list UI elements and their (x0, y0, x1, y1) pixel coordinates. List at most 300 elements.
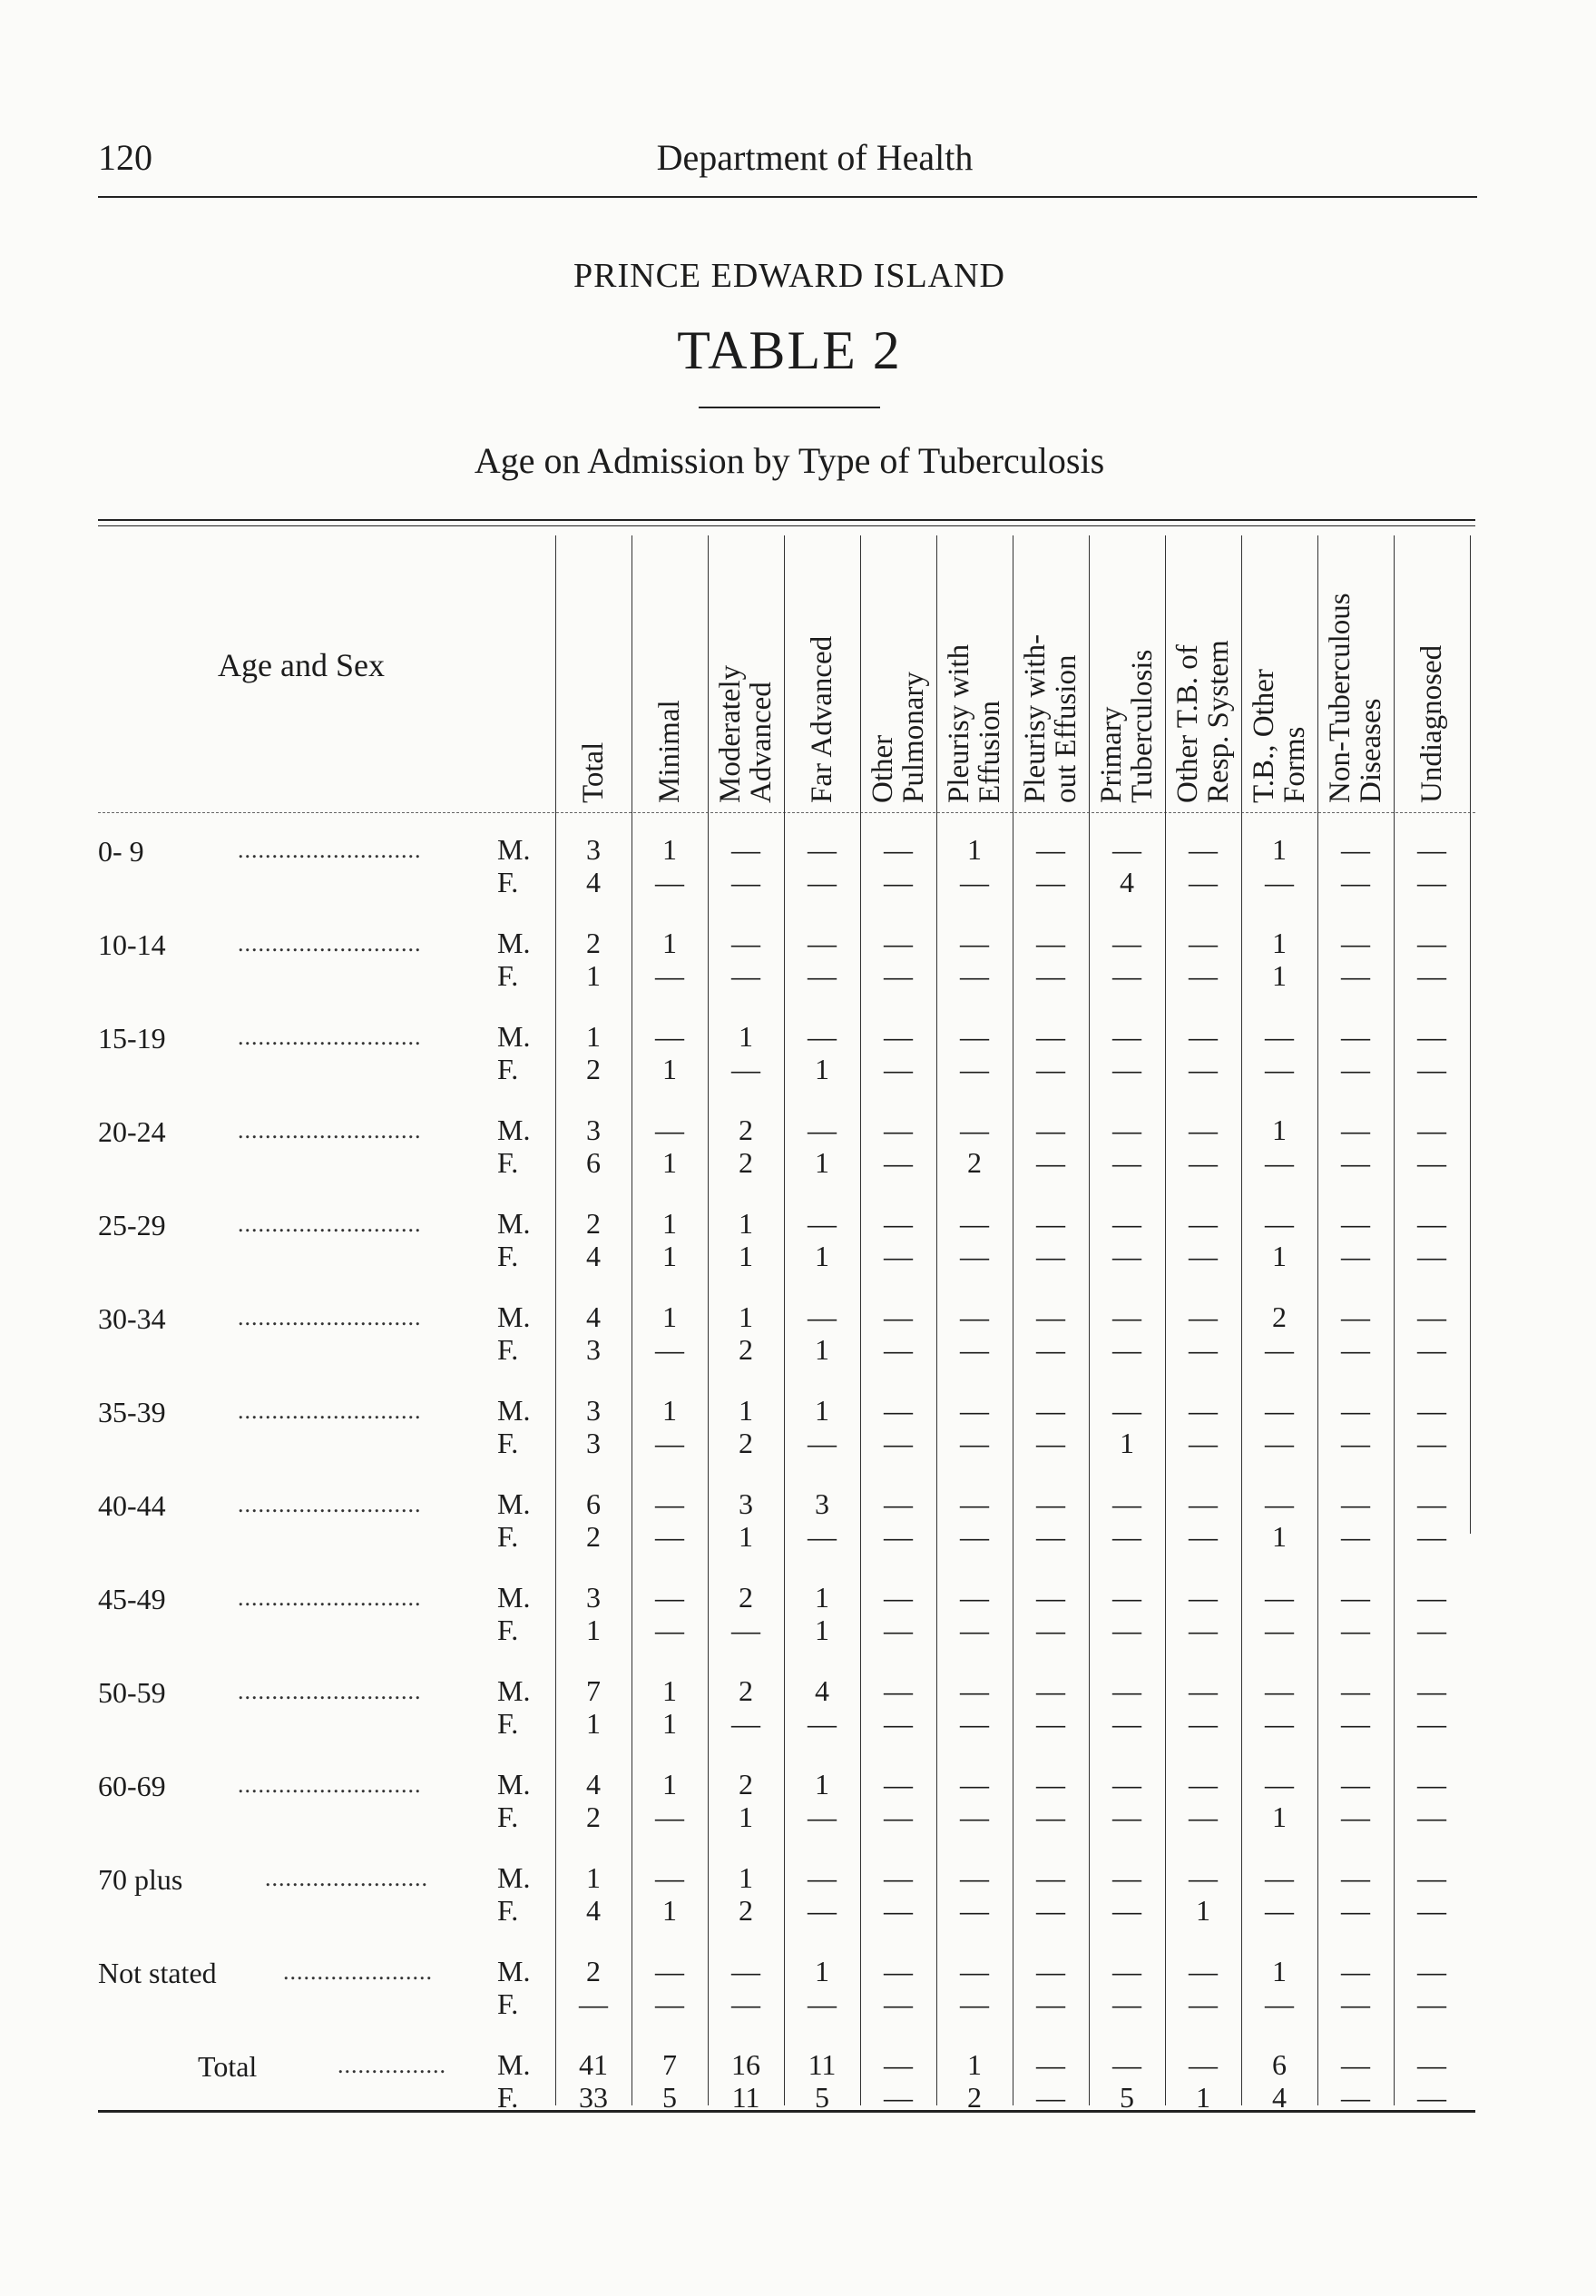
table-cell: — (1112, 1894, 1141, 1927)
table-cell: 4 (586, 1300, 601, 1333)
sex-female-label: F. (497, 1333, 519, 1366)
table-cell: — (1417, 1674, 1446, 1707)
table-cell: — (1036, 1955, 1065, 1987)
column-header-label: Other Pulmonary (867, 672, 930, 803)
header-rule (98, 196, 1477, 198)
table-cell: — (1036, 1894, 1065, 1927)
table-cell: 1 (1196, 1894, 1210, 1927)
table-top-rule-thin (98, 525, 1475, 526)
table-cell: 4 (1120, 866, 1134, 898)
table-cell: — (884, 1861, 913, 1894)
table-cell: — (884, 1614, 913, 1646)
table-cell: — (960, 1707, 989, 1740)
table-cell: — (1189, 1674, 1218, 1707)
table-cell: — (1341, 1768, 1370, 1800)
table-cell: — (1417, 1114, 1446, 1146)
table-cell: — (960, 1487, 989, 1520)
table-cell: — (731, 927, 760, 959)
table-cell: — (960, 1800, 989, 1833)
table-cell: — (960, 1768, 989, 1800)
age-group-label: 70 plus (98, 1863, 183, 1896)
table-cell: — (884, 833, 913, 866)
table-cell: 2 (739, 1427, 753, 1459)
table-cell: — (1189, 959, 1218, 992)
table-cell: 1 (815, 1394, 829, 1427)
table-cell: — (1036, 1674, 1065, 1707)
table-cell: 1 (815, 1955, 829, 1987)
table-cell: — (1112, 959, 1141, 992)
table-cell: — (1036, 1707, 1065, 1740)
table-cell: — (1341, 1240, 1370, 1272)
table-cell: — (655, 1955, 684, 1987)
table-cell: 1 (1272, 1520, 1287, 1553)
table-cell: — (1112, 1955, 1141, 1987)
table-cell: — (1341, 1487, 1370, 1520)
table-cell: 1 (586, 1020, 601, 1053)
column-header (1394, 535, 1470, 812)
table-cell: — (1341, 1146, 1370, 1179)
sex-male-label: M. (497, 1581, 531, 1614)
table-cell: 1 (662, 1394, 677, 1427)
sex-male-label: M. (497, 1020, 531, 1053)
table-cell: — (1341, 1955, 1370, 1987)
page-number: 120 (98, 137, 152, 178)
table-cell: — (1036, 833, 1065, 866)
table-cell: — (1112, 1487, 1141, 1520)
table-cell: — (1417, 1987, 1446, 2020)
table-cell: — (1265, 1707, 1294, 1740)
table-cell: — (1265, 1614, 1294, 1646)
table-cell: — (1189, 1053, 1218, 1085)
table-cell: — (1265, 866, 1294, 898)
table-cell: 1 (1272, 833, 1287, 866)
sex-female-label: F. (497, 1894, 519, 1927)
column-header-label: Pleurisy with Effusion (943, 643, 1006, 803)
column-header-label: Pleurisy with- out Effusion (1019, 633, 1082, 803)
table-cell: 1 (662, 1240, 677, 1272)
table-cell: — (884, 1768, 913, 1800)
table-cell: 6 (1272, 2048, 1287, 2081)
table-cell: 3 (815, 1487, 829, 1520)
table-cell: 1 (586, 1861, 601, 1894)
sex-male-label: M. (497, 1674, 531, 1707)
column-header-label: Non-Tuberculous Diseases (1324, 593, 1387, 803)
sex-male-label: M. (497, 1955, 531, 1987)
leader-dots: ........................... (238, 1117, 422, 1143)
table-cell: — (1417, 1861, 1446, 1894)
sex-female-label: F. (497, 1146, 519, 1179)
table-cell: — (655, 1581, 684, 1614)
leader-dots: ...................... (283, 1958, 433, 1985)
table-cell: — (1341, 1020, 1370, 1053)
table-cell: — (1189, 1487, 1218, 1520)
table-cell: — (1341, 2048, 1370, 2081)
column-header (936, 535, 1013, 812)
table-cell: — (960, 1520, 989, 1553)
table-cell: 1 (815, 1333, 829, 1366)
table-cell: — (1189, 1240, 1218, 1272)
sex-male-label: M. (497, 1300, 531, 1333)
sex-male-label: M. (497, 927, 531, 959)
table-cell: — (1417, 1300, 1446, 1333)
table-cell: — (1341, 1427, 1370, 1459)
table-cell: 1 (1196, 2081, 1210, 2114)
table-cell: — (1112, 1581, 1141, 1614)
table-cell: — (1265, 1768, 1294, 1800)
table-cell: — (960, 1987, 989, 2020)
table-cell: — (1036, 959, 1065, 992)
table-cell: 1 (1272, 1800, 1287, 1833)
table-cell: — (808, 1520, 837, 1553)
age-group-label: 20-24 (98, 1115, 166, 1148)
table-cell: — (1112, 1146, 1141, 1179)
table-cell: — (1417, 1768, 1446, 1800)
table-cell: — (960, 959, 989, 992)
table-cell: — (884, 866, 913, 898)
table-cell: — (1417, 1053, 1446, 1085)
table-cell: — (579, 1987, 608, 2020)
table-cell: — (960, 1894, 989, 1927)
table-cell: — (1417, 1394, 1446, 1427)
table-cell: — (808, 1894, 837, 1927)
column-divider (1470, 535, 1471, 1534)
table-cell: — (808, 1427, 837, 1459)
table-cell: — (1036, 1520, 1065, 1553)
table-cell: — (808, 866, 837, 898)
sex-female-label: F. (497, 1800, 519, 1833)
table-cell: — (960, 1674, 989, 1707)
table-cell: — (1189, 1987, 1218, 2020)
table-cell: 1 (815, 1146, 829, 1179)
table-cell: — (1341, 1207, 1370, 1240)
table-cell: 2 (586, 1955, 601, 1987)
table-cell: 7 (586, 1674, 601, 1707)
table-cell: — (1036, 1800, 1065, 1833)
table-cell: — (884, 1300, 913, 1333)
table-cell: — (960, 1333, 989, 1366)
table-cell: — (884, 1240, 913, 1272)
table-cell: — (1112, 1614, 1141, 1646)
table-cell: 1 (1272, 959, 1287, 992)
table-cell: 2 (739, 1114, 753, 1146)
table-cell: — (1112, 1674, 1141, 1707)
table-cell: 2 (967, 1146, 982, 1179)
leader-dots: ........................... (238, 1024, 422, 1050)
table-cell: 1 (815, 1614, 829, 1646)
table-cell: — (1265, 1987, 1294, 2020)
table-cell: — (1341, 1894, 1370, 1927)
table-cell: 1 (662, 1300, 677, 1333)
table-cell: 2 (586, 927, 601, 959)
table-cell: — (1189, 1800, 1218, 1833)
table-cell: — (1036, 1240, 1065, 1272)
column-header-label: Undiagnosed (1415, 644, 1448, 803)
table-cell: — (1036, 1114, 1065, 1146)
table-cell: 2 (739, 1674, 753, 1707)
table-cell: — (808, 1861, 837, 1894)
table-cell: — (655, 866, 684, 898)
table-cell: — (1189, 1614, 1218, 1646)
table-cell: — (1417, 959, 1446, 992)
table-cell: 3 (586, 1394, 601, 1427)
table-cell: — (1417, 1614, 1446, 1646)
table-cell: — (884, 1114, 913, 1146)
table-cell: — (808, 1207, 837, 1240)
table-cell: 5 (815, 2081, 829, 2114)
table-cell: — (1112, 1020, 1141, 1053)
table-cell: — (1189, 1394, 1218, 1427)
table-cell: 1 (967, 833, 982, 866)
table-cell: — (1036, 1300, 1065, 1333)
table-cell: — (808, 1020, 837, 1053)
table-cell: — (1417, 1955, 1446, 1987)
table-cell: — (808, 1300, 837, 1333)
table-cell: — (884, 1427, 913, 1459)
table-cell: 4 (586, 1240, 601, 1272)
table-cell: — (1417, 1146, 1446, 1179)
table-cell: 1 (662, 1674, 677, 1707)
table-cell: — (1112, 2048, 1141, 2081)
table-cell: — (884, 1020, 913, 1053)
table-cell: — (1341, 1394, 1370, 1427)
table-cell: 2 (586, 1800, 601, 1833)
stub-header: Age and Sex (218, 647, 385, 683)
table-cell: 1 (815, 1581, 829, 1614)
table-cell: — (731, 1707, 760, 1740)
table-cell: — (731, 959, 760, 992)
table-cell: 1 (739, 1394, 753, 1427)
table-cell: — (1112, 927, 1141, 959)
table-cell: — (1417, 1240, 1446, 1272)
table-cell: — (960, 1300, 989, 1333)
table-cell: — (1341, 1581, 1370, 1614)
column-header (1241, 535, 1317, 812)
table-cell: — (1112, 833, 1141, 866)
table-cell: — (731, 1987, 760, 2020)
table-cell: — (655, 1614, 684, 1646)
table-cell: 1 (586, 1614, 601, 1646)
table-cell: — (884, 1674, 913, 1707)
table-cell: — (884, 2081, 913, 2114)
table-cell: 4 (1272, 2081, 1287, 2114)
header-divider (98, 812, 1475, 814)
table-cell: — (1265, 1146, 1294, 1179)
age-group-label: 0- 9 (98, 835, 144, 868)
table-cell: — (884, 927, 913, 959)
table-cell: 1 (739, 1861, 753, 1894)
age-group-label: 25-29 (98, 1209, 166, 1241)
sex-male-label: M. (497, 1861, 531, 1894)
table-cell: — (1417, 1581, 1446, 1614)
sex-female-label: F. (497, 2081, 519, 2114)
table-cell: — (1189, 1955, 1218, 1987)
table-cell: — (1265, 1020, 1294, 1053)
table-cell: — (808, 927, 837, 959)
leader-dots: ........................... (238, 837, 422, 863)
table-cell: — (1112, 1300, 1141, 1333)
table-cell: — (731, 1053, 760, 1085)
table-cell: — (1417, 1707, 1446, 1740)
table-cell: — (1417, 2081, 1446, 2114)
table-cell: — (1265, 1674, 1294, 1707)
region-title: PRINCE EDWARD ISLAND (573, 257, 1005, 295)
table-cell: — (1036, 1487, 1065, 1520)
leader-dots: ........................... (238, 930, 422, 957)
table-cell: 1 (1272, 1114, 1287, 1146)
table-cell: — (1417, 2048, 1446, 2081)
table-cell: — (1189, 866, 1218, 898)
table-cell: — (1112, 1240, 1141, 1272)
table-cell: — (808, 959, 837, 992)
table-cell: — (1189, 1707, 1218, 1740)
table-cell: 3 (586, 1114, 601, 1146)
column-header (1317, 535, 1394, 812)
table-cell: — (655, 1333, 684, 1366)
table-cell: — (960, 1861, 989, 1894)
table-cell: — (1036, 1614, 1065, 1646)
table-cell: — (1265, 1394, 1294, 1427)
table-cell: — (808, 1987, 837, 2020)
table-cell: 11 (808, 2048, 837, 2081)
table-title: TABLE 2 (677, 320, 902, 380)
table-cell: 1 (662, 927, 677, 959)
leader-dots: ........................... (238, 1585, 422, 1611)
column-header-label: Far Advanced (806, 635, 838, 803)
table-cell: — (960, 1020, 989, 1053)
table-cell: 1 (662, 833, 677, 866)
column-header (1165, 535, 1241, 812)
table-cell: — (1341, 1614, 1370, 1646)
table-cell: — (808, 1800, 837, 1833)
table-cell: — (1189, 833, 1218, 866)
table-cell: — (1341, 2081, 1370, 2114)
table-cell: — (1189, 1300, 1218, 1333)
age-group-label: 40-44 (98, 1489, 166, 1522)
table-cell: 3 (739, 1487, 753, 1520)
table-cell: — (655, 959, 684, 992)
sex-female-label: F. (497, 959, 519, 992)
table-cell: 1 (739, 1240, 753, 1272)
table-cell: — (960, 1053, 989, 1085)
table-cell: — (1417, 1020, 1446, 1053)
table-cell: — (1417, 1520, 1446, 1553)
sex-female-label: F. (497, 1427, 519, 1459)
table-cell: 2 (967, 2081, 982, 2114)
table-cell: 5 (662, 2081, 677, 2114)
table-cell: — (1112, 1768, 1141, 1800)
table-cell: — (1189, 2048, 1218, 2081)
table-cell: — (1189, 1333, 1218, 1366)
table-cell: — (1265, 1581, 1294, 1614)
table-cell: — (884, 959, 913, 992)
table-cell: — (960, 1394, 989, 1427)
table-cell: 2 (586, 1053, 601, 1085)
table-cell: 1 (662, 1768, 677, 1800)
table-cell: — (731, 1955, 760, 1987)
table-cell: — (655, 1987, 684, 2020)
table-cell: — (960, 1955, 989, 1987)
age-group-label: 15-19 (98, 1022, 166, 1055)
table-cell: — (655, 1427, 684, 1459)
table-cell: — (884, 1581, 913, 1614)
table-cell: 6 (586, 1487, 601, 1520)
table-cell: 1 (1272, 927, 1287, 959)
table-cell: — (884, 1146, 913, 1179)
table-cell: — (1036, 1861, 1065, 1894)
table-cell: 1 (739, 1520, 753, 1553)
table-cell: — (1112, 1394, 1141, 1427)
sex-male-label: M. (497, 833, 531, 866)
table-cell: — (884, 1987, 913, 2020)
table-cell: — (1417, 1487, 1446, 1520)
table-cell: 16 (731, 2048, 760, 2081)
table-cell: 1 (815, 1053, 829, 1085)
table-cell: 1 (1120, 1427, 1134, 1459)
table-cell: 1 (662, 1207, 677, 1240)
table-cell: 11 (731, 2081, 760, 2114)
age-group-label: 30-34 (98, 1302, 166, 1335)
table-cell: 4 (586, 1894, 601, 1927)
table-cell: — (960, 1240, 989, 1272)
table-cell: — (1112, 1333, 1141, 1366)
column-header (555, 535, 632, 812)
table-cell: — (1341, 1333, 1370, 1366)
table-cell: — (1341, 1114, 1370, 1146)
table-cell: — (1417, 1894, 1446, 1927)
table-cell: — (1112, 1053, 1141, 1085)
column-header-label: Primary Tuberculosis (1095, 649, 1159, 803)
column-header (784, 535, 860, 812)
table-cell: 2 (739, 1333, 753, 1366)
table-cell: 3 (586, 1427, 601, 1459)
age-group-label: 35-39 (98, 1396, 166, 1428)
table-cell: — (1036, 1581, 1065, 1614)
age-group-label: 50-59 (98, 1676, 166, 1709)
sex-male-label: M. (497, 1114, 531, 1146)
table-cell: 1 (662, 1146, 677, 1179)
table-cell: — (1189, 1207, 1218, 1240)
table-cell: 2 (739, 1581, 753, 1614)
column-header-label: Moderately Advanced (714, 664, 778, 803)
table-cell: — (1189, 1114, 1218, 1146)
table-cell: 2 (739, 1146, 753, 1179)
table-cell: 33 (579, 2081, 608, 2114)
column-header-label: T.B., Other Forms (1248, 669, 1311, 803)
table-cell: — (655, 1487, 684, 1520)
table-cell: — (1341, 927, 1370, 959)
table-cell: — (1265, 1861, 1294, 1894)
table-subtitle: Age on Admission by Type of Tuberculosis (474, 440, 1105, 481)
table-top-rule (98, 519, 1475, 521)
table-cell: — (1265, 1487, 1294, 1520)
table-cell: — (1341, 959, 1370, 992)
table-cell: — (1265, 1894, 1294, 1927)
sex-female-label: F. (497, 1707, 519, 1740)
age-group-label: 45-49 (98, 1583, 166, 1615)
leader-dots: ........................... (238, 1491, 422, 1517)
sex-female-label: F. (497, 866, 519, 898)
table-cell: — (1036, 1020, 1065, 1053)
table-cell: — (884, 1520, 913, 1553)
table-cell: 1 (815, 1240, 829, 1272)
leader-dots: ................ (338, 2052, 446, 2078)
table-cell: 1 (662, 1894, 677, 1927)
column-header-label: Minimal (653, 700, 686, 803)
table-cell: — (1036, 1427, 1065, 1459)
table-cell: — (1112, 1800, 1141, 1833)
table-cell: — (1036, 1333, 1065, 1366)
table-cell: 5 (1120, 2081, 1134, 2114)
